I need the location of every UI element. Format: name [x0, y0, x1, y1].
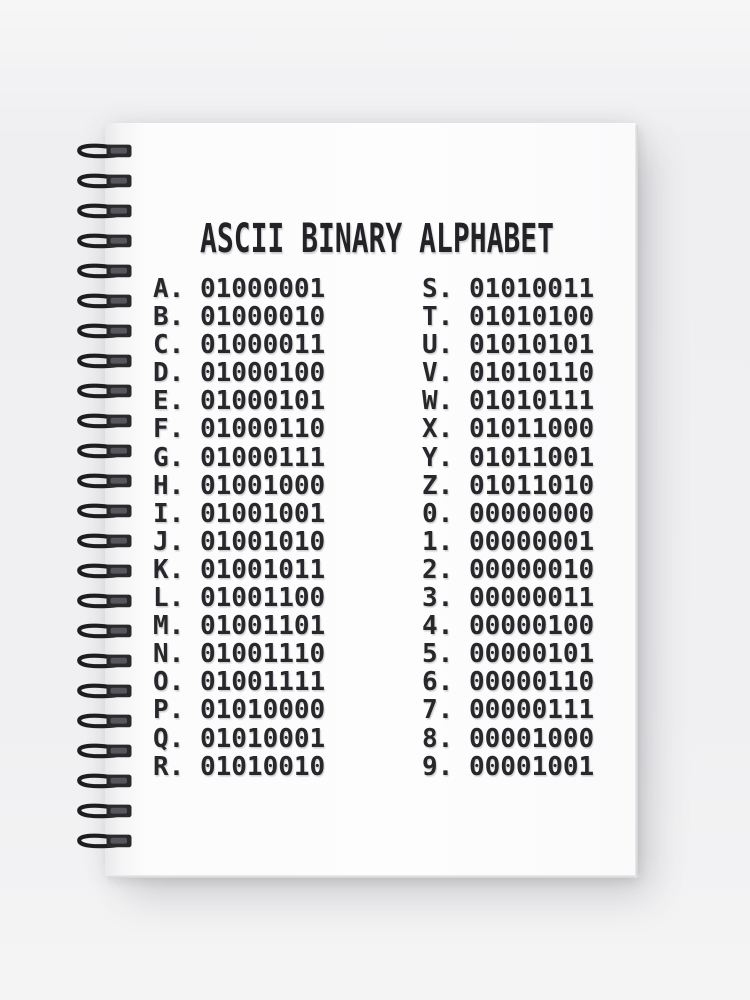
entry-code: 01010000 [199, 695, 326, 726]
list-item [153, 444, 325, 472]
spiral-coil-icon [76, 710, 134, 734]
entry-letter: L. [153, 583, 185, 614]
entry-letter: B. [153, 302, 185, 333]
entry-code: 01001111 [199, 667, 326, 698]
list-item [153, 753, 325, 781]
list-item [422, 584, 594, 612]
entry-letter: 8. [422, 723, 454, 754]
entry-letter: Y. [422, 442, 454, 473]
entry-letter: I. [153, 498, 185, 529]
spiral-coil [76, 470, 134, 498]
list-item [153, 303, 325, 331]
entry-code: 01000001 [199, 274, 326, 304]
list-item [422, 359, 594, 387]
spiral-coil [76, 230, 134, 258]
entry-letter: 0. [422, 498, 454, 529]
entry-code: 00000101 [468, 639, 595, 670]
entry-code: 01011001 [468, 442, 595, 473]
entry-code: 01000100 [199, 358, 326, 389]
spiral-coil-icon [76, 680, 134, 704]
entry-letter: H. [153, 470, 185, 501]
entry-code: 00000010 [468, 554, 595, 585]
spiral-coil-icon [76, 650, 134, 674]
entry-code: 01001100 [199, 583, 326, 614]
entry-code: 00001000 [468, 723, 595, 754]
entry-letter: 2. [422, 554, 454, 585]
list-item [422, 387, 594, 415]
entry-letter: C. [153, 330, 185, 361]
list-item [422, 472, 594, 500]
entry-letter: 6. [422, 667, 454, 698]
spiral-coil-icon [76, 170, 134, 194]
entry-code: 00000001 [468, 526, 595, 557]
list-item [153, 275, 325, 303]
entry-code: 01010001 [199, 723, 326, 754]
entry-code: 01011010 [468, 470, 595, 501]
list-item [422, 556, 594, 584]
entry-code: 01010011 [468, 274, 595, 304]
spiral-coil [76, 260, 134, 288]
spiral-coil [76, 770, 134, 798]
spiral-coil [76, 380, 134, 408]
spiral-coil-icon [76, 530, 134, 554]
spiral-binding [76, 140, 136, 870]
binary-column-left [153, 275, 325, 781]
spiral-coil-icon [76, 350, 134, 374]
entry-code: 00000011 [468, 583, 595, 614]
entry-letter: N. [153, 639, 185, 670]
entry-letter: Q. [153, 723, 185, 754]
entry-code: 01010010 [199, 751, 326, 782]
list-item [153, 584, 325, 612]
list-item [153, 331, 325, 359]
entry-letter: J. [153, 526, 185, 557]
entry-letter: D. [153, 358, 185, 389]
entry-letter: O. [153, 667, 185, 698]
spiral-coil [76, 830, 134, 858]
list-item [153, 640, 325, 668]
entry-letter: X. [422, 414, 454, 445]
entry-letter: E. [153, 386, 185, 417]
spiral-coil [76, 440, 134, 468]
list-item [153, 612, 325, 640]
spiral-coil-icon [76, 140, 134, 164]
list-item [422, 500, 594, 528]
entry-code: 01001010 [199, 526, 326, 557]
entry-letter: 5. [422, 639, 454, 670]
entry-code: 00000100 [468, 611, 595, 642]
entry-letter: M. [153, 611, 185, 642]
spiral-coil-icon [76, 500, 134, 524]
list-item [153, 415, 325, 443]
list-item [153, 668, 325, 696]
entry-letter: 9. [422, 751, 454, 782]
spiral-coil-icon [76, 470, 134, 494]
spiral-coil [76, 800, 134, 828]
entry-code: 00000000 [468, 498, 595, 529]
entry-code: 00000111 [468, 695, 595, 726]
spiral-coil [76, 200, 134, 228]
list-item [153, 556, 325, 584]
spiral-coil [76, 350, 134, 378]
entry-code: 01000011 [199, 330, 326, 361]
entry-code: 01000110 [199, 414, 326, 445]
list-item [153, 696, 325, 724]
spiral-coil-icon [76, 260, 134, 284]
entry-letter: 7. [422, 695, 454, 726]
entry-letter: R. [153, 751, 185, 782]
spiral-coil [76, 320, 134, 348]
spiral-coil-icon [76, 230, 134, 254]
entry-letter: Z. [422, 470, 454, 501]
list-item [153, 359, 325, 387]
entry-letter: 1. [422, 526, 454, 557]
list-item [422, 444, 594, 472]
list-item [422, 725, 594, 753]
entry-code: 01000111 [199, 442, 326, 473]
spiral-coil-icon [76, 380, 134, 404]
binary-column-right [422, 275, 594, 781]
spiral-coil [76, 140, 134, 168]
entry-code: 01010101 [468, 330, 595, 361]
list-item [422, 331, 594, 359]
spiral-coil-icon [76, 410, 134, 434]
spiral-coil-icon [76, 800, 134, 824]
entry-code: 01001000 [199, 470, 326, 501]
list-item [422, 303, 594, 331]
list-item [153, 725, 325, 753]
entry-letter: A. [153, 274, 185, 304]
entry-code: 01001110 [199, 639, 326, 670]
list-item [153, 500, 325, 528]
spiral-coil-icon [76, 740, 134, 764]
spiral-coil [76, 680, 134, 708]
spiral-coil [76, 740, 134, 768]
spiral-coil-icon [76, 560, 134, 584]
list-item [153, 472, 325, 500]
list-item [153, 387, 325, 415]
notebook-page [105, 123, 636, 876]
list-item [422, 528, 594, 556]
spiral-coil [76, 410, 134, 438]
spiral-coil-icon [76, 590, 134, 614]
spiral-coil-icon [76, 620, 134, 644]
entry-code: 01010110 [468, 358, 595, 389]
list-item [422, 612, 594, 640]
list-item [422, 275, 594, 303]
spiral-coil [76, 560, 134, 588]
entry-code: 01001101 [199, 611, 326, 642]
entry-letter: K. [153, 554, 185, 585]
entry-code: 00000110 [468, 667, 595, 698]
spiral-coil-icon [76, 290, 134, 314]
list-item [422, 753, 594, 781]
entry-letter: U. [422, 330, 454, 361]
list-item [422, 415, 594, 443]
page-title: ASCII BINARY ALPHABET [200, 215, 555, 262]
entry-code: 01010111 [468, 386, 595, 417]
entry-code: 01010100 [468, 302, 595, 333]
spiral-coil-icon [76, 200, 134, 224]
spiral-coil [76, 650, 134, 678]
list-item [422, 696, 594, 724]
spiral-coil [76, 500, 134, 528]
spiral-coil [76, 170, 134, 198]
list-item [153, 528, 325, 556]
entry-code: 01011000 [468, 414, 595, 445]
spiral-coil-icon [76, 770, 134, 794]
list-item [422, 668, 594, 696]
entry-letter: T. [422, 302, 454, 333]
spiral-coil [76, 530, 134, 558]
spiral-coil [76, 620, 134, 648]
entry-letter: 3. [422, 583, 454, 614]
entry-letter: F. [153, 414, 185, 445]
entry-code: 01000010 [199, 302, 326, 333]
spiral-coil-icon [76, 320, 134, 344]
spiral-coil [76, 590, 134, 618]
entry-letter: G. [153, 442, 185, 473]
spiral-coil-icon [76, 830, 134, 854]
entry-letter: P. [153, 695, 185, 726]
entry-code: 01001001 [199, 498, 326, 529]
entry-letter: W. [422, 386, 454, 417]
entry-letter: 4. [422, 611, 454, 642]
entry-letter: S. [422, 274, 454, 304]
spiral-coil [76, 710, 134, 738]
entry-letter: V. [422, 358, 454, 389]
entry-code: 00001001 [468, 751, 595, 782]
spiral-coil [76, 290, 134, 318]
list-item [422, 640, 594, 668]
spiral-coil-icon [76, 440, 134, 464]
entry-code: 01000101 [199, 386, 326, 417]
entry-code: 01001011 [199, 554, 326, 585]
